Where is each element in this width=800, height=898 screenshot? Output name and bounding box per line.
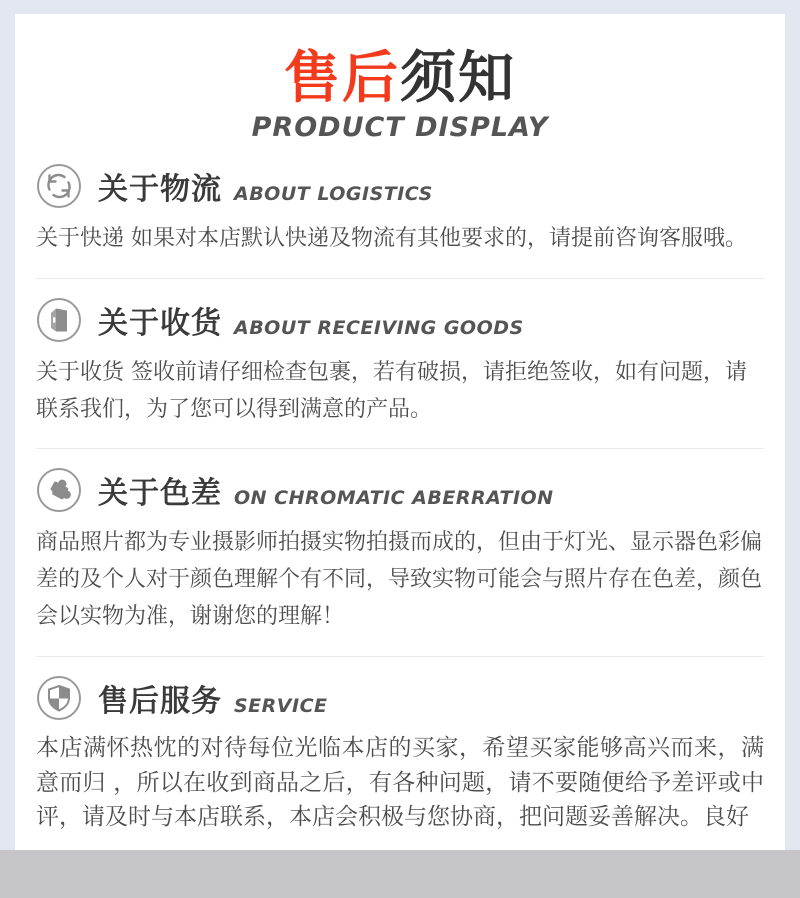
page-title: [36, 48, 764, 110]
puzzle-icon: [36, 467, 82, 513]
page-title-rest: 须知: [400, 46, 516, 111]
page-header: [36, 14, 764, 143]
section-color-difference-title: 关于色差: [98, 476, 222, 512]
section-logistics-subtitle: ABOUT LOGISTICS: [234, 182, 433, 205]
section-logistics-title: 关于物流: [98, 171, 222, 207]
section-service: [36, 656, 764, 835]
bottom-gray-bar: [0, 850, 800, 898]
section-receiving-subtitle: ABOUT RECEIVING GOODS: [234, 316, 524, 339]
section-receiving: [36, 278, 764, 449]
section-receiving-body: 关于收货 签收前请仔细检查包裹，若有破损，请拒绝签收，如有问题，请联系我们，为了您可以得到满意的产品。: [36, 359, 747, 422]
section-service-subtitle: SERVICE: [234, 695, 328, 718]
section-service-header: [36, 675, 764, 721]
sync-arrows-icon: [36, 163, 82, 209]
section-service-title: 售后服务: [98, 684, 222, 720]
section-receiving-title: 关于收货: [98, 305, 222, 341]
section-receiving-header: [36, 297, 764, 343]
section-logistics-body: 关于快递 如果对本店默认快递及物流有其他要求的，请提前咨询客服哦。: [36, 225, 747, 251]
page-title-highlight: 售后: [284, 46, 400, 111]
section-service-body: 本店满怀热忱的对待每位光临本店的买家，希望买家能够高兴而来，满意而归 ，所以在收到商品之后，有各种问题，请不要随便给予差评或中评，请及时与本店联系，本店会积极与您协商，把问题妥善解决。良好: [36, 735, 764, 831]
shield-icon: [36, 675, 82, 721]
section-logistics: [36, 143, 764, 278]
package-icon: [36, 297, 82, 343]
page-subtitle: PRODUCT DISPLAY: [251, 111, 549, 143]
notice-card: [15, 14, 785, 850]
section-color-difference-header: [36, 467, 764, 513]
section-color-difference: [36, 448, 764, 656]
section-logistics-header: [36, 163, 764, 209]
section-color-difference-body: 商品照片都为专业摄影师拍摄实物拍摄而成的，但由于灯光、显示器色彩偏差的及个人对于颜色理解个有不同，导致实物可能会与照片存在色差，颜色会以实物为准，谢谢您的理解！: [36, 530, 763, 630]
section-color-difference-subtitle: ON CHROMATIC ABERRATION: [234, 487, 554, 510]
